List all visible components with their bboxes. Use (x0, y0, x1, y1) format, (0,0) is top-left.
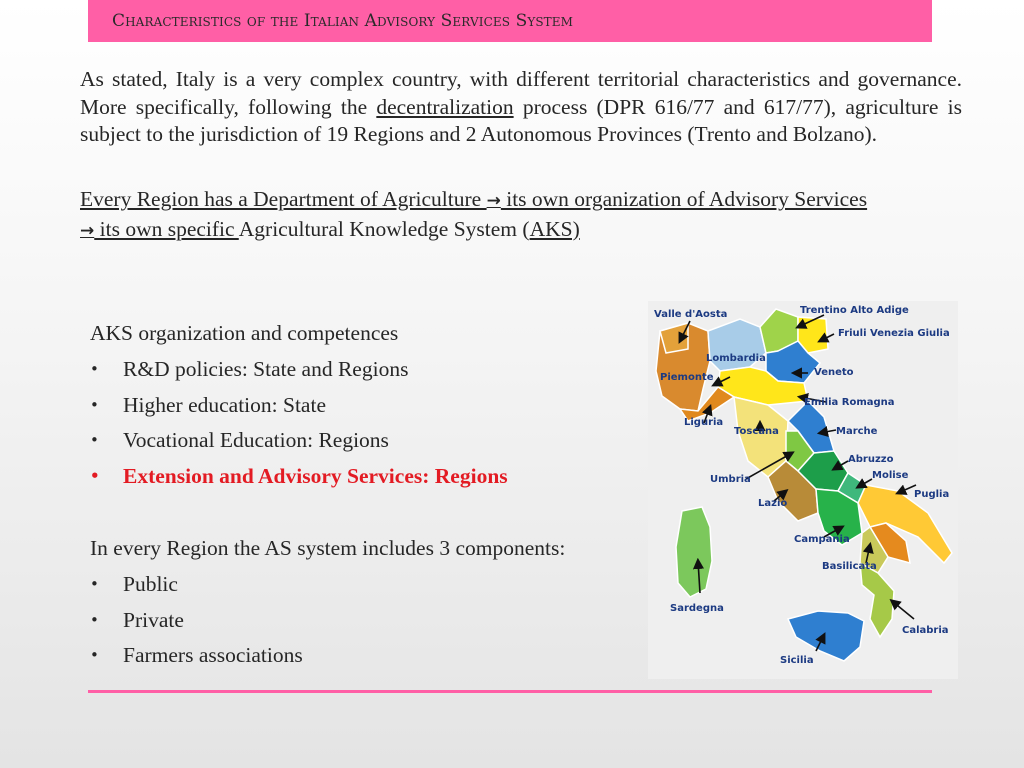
map-label: Basilicata (822, 561, 877, 572)
map-label: Lazio (758, 498, 788, 509)
bullet-icon: • (90, 574, 99, 593)
list-item-text: Private (123, 607, 184, 632)
footer-divider (88, 690, 932, 693)
list-item-text: Extension and Advisory Services: Regions (123, 464, 508, 489)
list-item (90, 640, 650, 676)
list-item-text: Higher education: State (123, 392, 326, 417)
list-item (90, 605, 650, 641)
bullet-icon: • (90, 395, 99, 414)
bullet-icon: • (90, 646, 99, 665)
map-region-sardegna (676, 507, 712, 597)
map-label: Puglia (914, 489, 950, 500)
map-label: Campania (794, 534, 850, 545)
aks-heading: AKS organization and competences (90, 321, 399, 345)
map-label: Sardegna (670, 603, 724, 614)
list-item (90, 354, 650, 390)
list-item-text: Public (123, 571, 178, 596)
map-label: Abruzzo (848, 454, 894, 465)
slide-title: Characteristics of the Italian Advisory Services System (112, 11, 574, 31)
components-heading: In every Region the AS system includes 3 components: (90, 535, 566, 560)
flow-text-b: its own organization of Advisory Services (500, 187, 868, 211)
italy-map-graphic (648, 301, 958, 679)
intro-text-1: As stated, Italy is a very complex country, with different territorial characteristics and governance. More specifically, following the (80, 67, 962, 119)
map-label: Toscana (734, 426, 779, 437)
map-label: Umbria (710, 474, 751, 485)
list-item-highlight (90, 461, 650, 497)
flow-text-c: its own specific (94, 216, 239, 241)
map-region-toscana (734, 397, 788, 477)
map-region-valle (660, 323, 688, 353)
right-arrow-icon: → (80, 220, 95, 241)
right-arrow-icon: → (486, 191, 501, 211)
list-item (90, 390, 650, 426)
map-region-sicilia (788, 611, 864, 661)
aks-section (90, 318, 650, 676)
flow-text-d: Agricultural Knowledge System ( (238, 216, 530, 241)
bullet-icon: • (90, 431, 99, 450)
bullet-icon: • (90, 610, 99, 629)
map-label: Marche (836, 426, 878, 437)
italy-regions-map (648, 301, 958, 679)
map-label: Sicilia (780, 655, 814, 666)
map-label: Veneto (814, 367, 854, 378)
intro-paragraph (80, 66, 962, 149)
map-label: Molise (872, 470, 909, 481)
map-label: Valle d'Aosta (654, 309, 728, 320)
list-item-text: R&D policies: State and Regions (123, 356, 409, 381)
list-item (90, 569, 650, 605)
list-item (90, 425, 650, 461)
flow-text-e: AKS) (529, 216, 580, 241)
bullet-icon: • (90, 467, 100, 486)
region-flow-statement (80, 186, 962, 245)
map-label: Emilia Romagna (804, 397, 895, 408)
map-region-calabria (860, 563, 894, 637)
title-bar (88, 0, 932, 42)
map-label: Calabria (902, 625, 949, 636)
map-label: Friuli Venezia Giulia (838, 328, 950, 339)
intro-text-2: process (DPR 616/77 and 617/77), agriculture is subject to the jurisdiction of 19 Regions and 2 Autonomous Provinces (Trento and Bolzano). (80, 94, 962, 146)
map-label: Liguria (684, 417, 724, 428)
map-label: Trentino Alto Adige (800, 305, 909, 316)
list-item-text: Vocational Education: Regions (123, 428, 389, 453)
bullet-icon: • (90, 359, 99, 378)
intro-underlined-term: decentralization (376, 94, 514, 119)
flow-text-a: Every Region has a Department of Agriculture (80, 187, 487, 211)
list-item-text: Farmers associations (123, 643, 303, 668)
map-label: Lombardia (706, 353, 766, 364)
map-label: Piemonte (660, 372, 714, 383)
